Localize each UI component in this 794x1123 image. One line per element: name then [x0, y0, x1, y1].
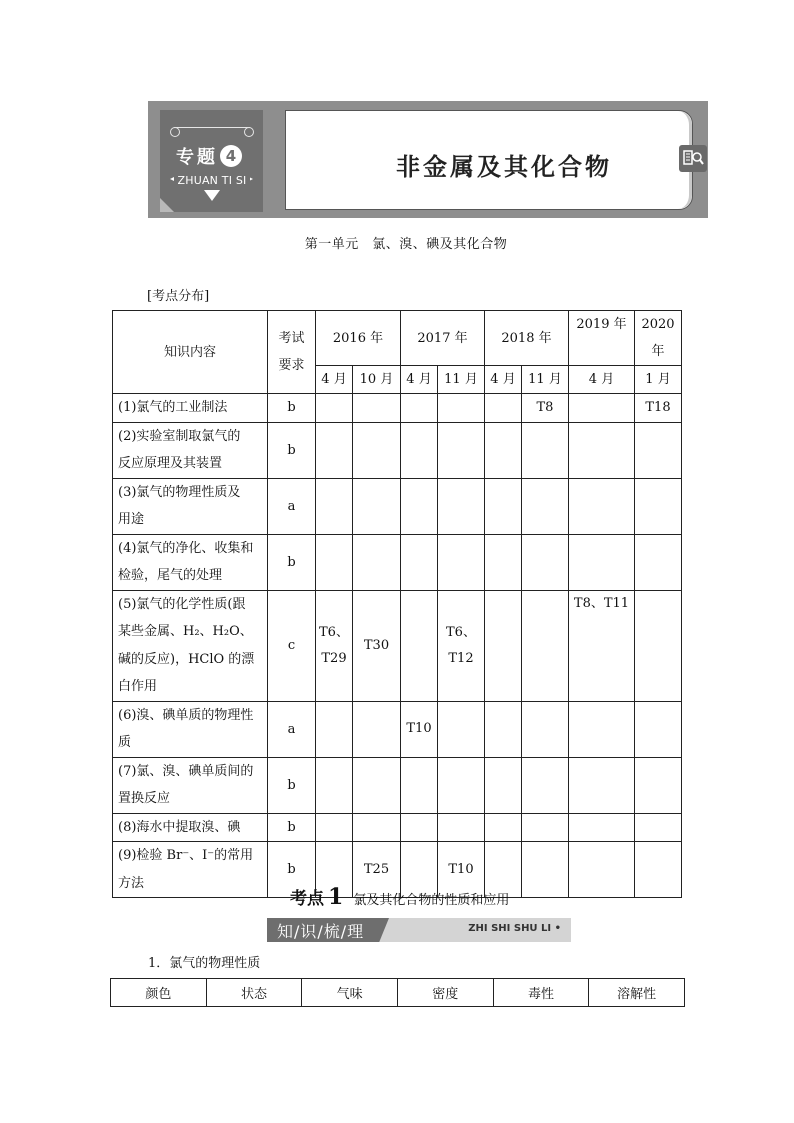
- exam-cell: [353, 478, 401, 534]
- knowledge-cell: (2)实验室制取氯气的 反应原理及其装置: [113, 422, 268, 478]
- properties-header-row: [111, 979, 685, 1007]
- chapter-title: 非金属及其化合物: [396, 153, 612, 181]
- exam-cell: [401, 534, 438, 590]
- exam-cell: [569, 394, 635, 423]
- exam-cell: [485, 590, 522, 701]
- month-cell: 10 月: [353, 366, 401, 394]
- knowledge-cell: (3)氯气的物理性质及 用途: [113, 478, 268, 534]
- header-2017: 2017 年: [401, 311, 485, 366]
- exam-cell: [522, 478, 569, 534]
- table-row: [113, 534, 682, 590]
- badge-decoration: [174, 127, 250, 137]
- kaodian-label: 考点: [290, 889, 324, 909]
- exam-cell: [438, 394, 485, 423]
- down-triangle-icon: [204, 190, 220, 201]
- exam-cell: [522, 842, 569, 898]
- exam-cell: [569, 701, 635, 757]
- property-header: 溶解性: [589, 979, 685, 1007]
- exam-cell: [522, 701, 569, 757]
- exam-cell: [401, 394, 438, 423]
- header-content: 知识内容: [113, 311, 268, 394]
- knowledge-cell: (9)检验 Br⁻、I⁻的常用 方法: [113, 842, 268, 898]
- exam-cell: [635, 813, 682, 842]
- exam-cell: T18: [635, 394, 682, 423]
- exam-cell: [316, 534, 353, 590]
- properties-table: [110, 978, 685, 1007]
- knowledge-cell: (6)溴、碘单质的物理性 质: [113, 701, 268, 757]
- exam-cell: [316, 701, 353, 757]
- unit-subtitle: 第一单元 氯、溴、碘及其化合物: [304, 237, 508, 252]
- knowledge-review-label: 知/识/梳/理: [277, 922, 365, 941]
- requirement-cell: a: [268, 478, 316, 534]
- requirement-cell: b: [268, 422, 316, 478]
- header-2018: 2018 年: [485, 311, 569, 366]
- exam-cell: [353, 813, 401, 842]
- knowledge-review-bar: [267, 918, 571, 942]
- kaodian-number: 1: [328, 884, 344, 910]
- exam-cell: [522, 813, 569, 842]
- requirement-cell: a: [268, 701, 316, 757]
- exam-cell: [522, 422, 569, 478]
- exam-cell: [522, 534, 569, 590]
- requirement-cell: b: [268, 757, 316, 813]
- knowledge-cell: (5)氯气的化学性质(跟 某些金属、H₂、H₂O、 碱的反应)，HClO 的漂 白作用: [113, 590, 268, 701]
- exam-cell: [316, 478, 353, 534]
- knowledge-cell: (4)氯气的净化、收集和 检验，尾气的处理: [113, 534, 268, 590]
- table-row: [113, 757, 682, 813]
- exam-cell: [438, 701, 485, 757]
- exam-cell: [353, 422, 401, 478]
- property-header: 状态: [206, 979, 302, 1007]
- month-cell: 1 月: [635, 366, 682, 394]
- exam-cell: T30: [353, 590, 401, 701]
- property-header: 毒性: [493, 979, 589, 1007]
- requirement-cell: b: [268, 813, 316, 842]
- table-header-row: [113, 311, 682, 366]
- property-header: 气味: [302, 979, 398, 1007]
- exam-cell: [569, 757, 635, 813]
- exam-cell: [316, 422, 353, 478]
- exam-cell: [635, 534, 682, 590]
- exam-cell: [353, 394, 401, 423]
- exam-cell: [485, 422, 522, 478]
- table-row: [113, 813, 682, 842]
- chapter-banner: [148, 101, 708, 218]
- exam-cell: [316, 757, 353, 813]
- exam-cell: [569, 813, 635, 842]
- exam-cell: [401, 757, 438, 813]
- exam-cell: T8、T11: [569, 590, 635, 701]
- exam-cell: [438, 534, 485, 590]
- table-row: [113, 701, 682, 757]
- exam-cell: [438, 757, 485, 813]
- exam-cell: [316, 394, 353, 423]
- requirement-cell: c: [268, 590, 316, 701]
- requirement-cell: b: [268, 842, 316, 898]
- exam-cell: [635, 590, 682, 701]
- knowledge-cell: (1)氯气的工业制法: [113, 394, 268, 423]
- exam-cell: [353, 534, 401, 590]
- table-row: [113, 590, 682, 701]
- exam-cell: [401, 422, 438, 478]
- header-2016: 2016 年: [316, 311, 401, 366]
- knowledge-cell: (7)氯、溴、碘单质间的 置换反应: [113, 757, 268, 813]
- property-header: 颜色: [111, 979, 207, 1007]
- badge-ti: 题: [197, 147, 215, 168]
- requirement-cell: b: [268, 394, 316, 423]
- header-2020: 2020 年: [635, 311, 682, 366]
- exam-cell: T8: [522, 394, 569, 423]
- exam-cell: [569, 422, 635, 478]
- requirement-cell: b: [268, 534, 316, 590]
- exam-cell: [438, 422, 485, 478]
- exam-cell: [522, 590, 569, 701]
- exam-cell: [485, 813, 522, 842]
- month-cell: 4 月: [316, 366, 353, 394]
- exam-cell: T10: [401, 701, 438, 757]
- exam-cell: [635, 701, 682, 757]
- exam-cell: [438, 478, 485, 534]
- exam-cell: [485, 701, 522, 757]
- exam-cell: T10: [438, 842, 485, 898]
- exam-cell: T6、 T12: [438, 590, 485, 701]
- exam-cell: [316, 813, 353, 842]
- month-cell: 11 月: [438, 366, 485, 394]
- knowledge-review-pinyin: ZHI SHI SHU LI •: [468, 923, 561, 934]
- month-cell: 4 月: [401, 366, 438, 394]
- kaodian-heading: [290, 884, 509, 910]
- property-header: 密度: [397, 979, 493, 1007]
- exam-cell: [635, 842, 682, 898]
- table-row: [113, 478, 682, 534]
- header-2019: 2019 年: [569, 311, 635, 366]
- exam-cell: [485, 534, 522, 590]
- exam-cell: [353, 757, 401, 813]
- exam-cell: [635, 757, 682, 813]
- exam-cell: [569, 842, 635, 898]
- exam-cell: [353, 701, 401, 757]
- exam-cell: T25: [353, 842, 401, 898]
- header-requirement: 考试 要求: [268, 311, 316, 394]
- exam-cell: [485, 757, 522, 813]
- section-label: [考点分布]: [147, 289, 210, 304]
- knowledge-cell: (8)海水中提取溴、碘: [113, 813, 268, 842]
- exam-cell: [485, 394, 522, 423]
- exam-cell: [569, 478, 635, 534]
- badge-number: 4: [220, 145, 242, 167]
- exam-cell: [401, 478, 438, 534]
- month-cell: 4 月: [485, 366, 522, 394]
- month-cell: 4 月: [569, 366, 635, 394]
- badge-pinyin: ZHUAN TI SI: [174, 174, 250, 187]
- exam-cell: [401, 813, 438, 842]
- month-cell: 11 月: [522, 366, 569, 394]
- exam-cell: [522, 757, 569, 813]
- exam-cell: [635, 478, 682, 534]
- table-row: [113, 394, 682, 423]
- exam-cell: [635, 422, 682, 478]
- exam-cell: T6、 T29: [316, 590, 353, 701]
- book-search-icon: [679, 145, 707, 172]
- sub-heading: 1．氯气的物理性质: [148, 956, 261, 971]
- page-curl-icon: [160, 198, 174, 212]
- title-panel: [285, 110, 693, 210]
- exam-distribution-table: [112, 310, 682, 898]
- exam-cell: [569, 534, 635, 590]
- table-row: [113, 422, 682, 478]
- kaodian-title: 氯及其化合物的性质和应用: [353, 893, 510, 908]
- exam-cell: [438, 813, 485, 842]
- exam-cell: [401, 590, 438, 701]
- exam-cell: [485, 478, 522, 534]
- badge-zhuan: 专: [176, 147, 194, 168]
- topic-badge: [160, 110, 263, 212]
- badge-title-row: [176, 143, 242, 169]
